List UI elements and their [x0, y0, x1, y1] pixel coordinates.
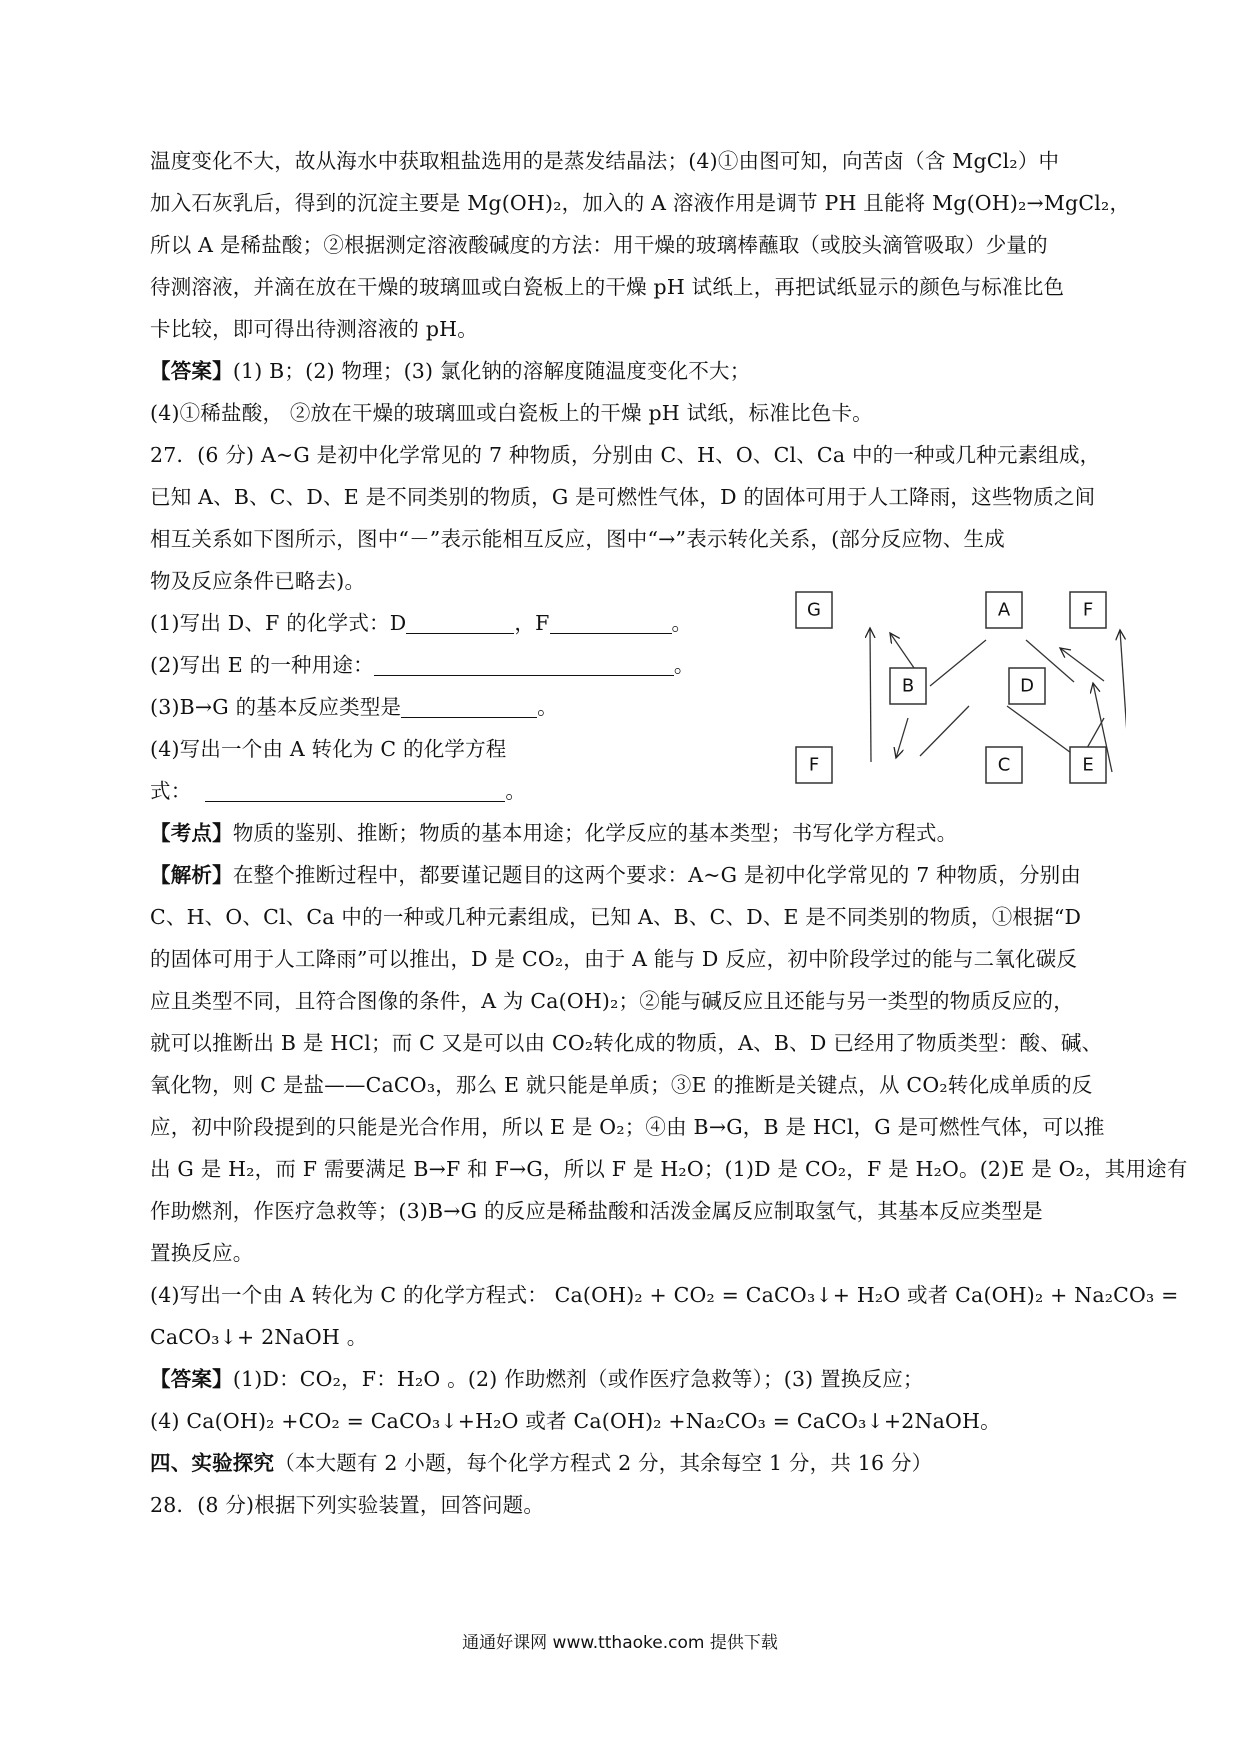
text-line: 待测溶液，并滴在放在干燥的玻璃皿或白瓷板上的干燥 pH 试纸上，再把试纸显示的颜色与标准比色 — [150, 275, 1065, 299]
text-line: 加入石灰乳后，得到的沉淀主要是 Mg(OH)₂，加入的 A 溶液作用是调节 PH 且能将 Mg(OH)₂→MgCl₂， — [150, 191, 1131, 215]
answer-26-line-2: (4)①稀盐酸， ②放在干燥的玻璃皿或白瓷板上的干燥 pH 试纸，标准比色卡。 — [150, 401, 873, 425]
text-line: 就可以推断出 B 是 HCl；而 C 又是可以由 CO₂转化成的物质，A、B、D 已经用了物质类型：酸、碱、 — [150, 1031, 1103, 1055]
text-line: C、H、O、Cl、Ca 中的一种或几种元素组成，已知 A、B、C、D、E 是不同类别的物质，①根据“D — [150, 905, 1082, 929]
question-28: 28．(8 分)根据下列实验装置，回答问题。 — [150, 1493, 545, 1517]
text-line: (4)写出一个由 A 转化为 C 的化学方程式： Ca(OH)₂ + CO₂ = CaCO₃↓+ H₂O 或者 Ca(OH)₂ + Na₂CO₃ = — [150, 1283, 1179, 1307]
text-line: 的固体可用于人工降雨”可以推出，D 是 CO₂，由于 A 能与 D 反应，初中阶段学过的能与二氧化碳反 — [150, 947, 1078, 971]
text-line: 作助燃剂，作医疗急救等；(3)B→G 的反应是稀盐酸和活泼金属反应制取氢气，其基本反应类型是 — [150, 1199, 1043, 1223]
answer-blank — [374, 653, 674, 676]
question-27-stem: 相互关系如下图所示，图中“－”表示能相互反应，图中“→”表示转化关系，(部分反应物、生成 — [150, 527, 1005, 551]
document-body — [150, 140, 1188, 1526]
question-27-part-3: (3)B→G 的基本反应类型是 。 — [150, 695, 558, 719]
diagram-svg — [776, 586, 1126, 798]
question-27-part-1: (1)写出 D、F 的化学式：D ，F 。 — [150, 611, 693, 635]
node-d: D — [1020, 675, 1034, 697]
answer-blank — [550, 611, 672, 634]
reaction-line — [920, 706, 969, 756]
question-27-stem: 27．(6 分) A~G 是初中化学常见的 7 种物质，分别由 C、H、O、Cl、Ca 中的一种或几种元素组成， — [150, 443, 1101, 467]
question-27-part-4: (4)写出一个由 A 转化为 C 的化学方程 — [150, 737, 507, 761]
conversion-arrow — [1120, 630, 1126, 764]
question-27-stem: 物及反应条件已略去)。 — [150, 569, 366, 593]
answer-26-line-1: 【答案】(1) B；(2) 物理；(3) 氯化钠的溶解度随温度变化不大； — [150, 359, 751, 383]
answer-label: 【答案】 — [150, 359, 233, 383]
node-f-top: F — [1082, 599, 1094, 621]
section-heading: 四、实验探究（本大题有 2 小题，每个化学方程式 2 分，其余每空 1 分，共 16 分） — [150, 1451, 933, 1475]
answer-blank — [406, 611, 514, 634]
text-line: 所以 A 是稀盐酸；②根据测定溶液酸碱度的方法：用干燥的玻璃棒蘸取（或胶头滴管吸取）少量的 — [150, 233, 1048, 257]
node-g: G — [807, 599, 821, 621]
node-b: B — [901, 675, 915, 697]
text-line: 卡比较，即可得出待测溶液的 pH。 — [150, 317, 478, 341]
text-line: 出 G 是 H₂，而 F 需要满足 B→F 和 F→G，所以 F 是 H₂O；(1)D 是 CO₂，F 是 H₂O。(2)E 是 O₂，其用途有 — [150, 1157, 1188, 1181]
node-e: E — [1082, 754, 1094, 776]
text-line: 置换反应。 — [150, 1241, 254, 1265]
page-footer: 通通好课网 www.tthaoke.com 提供下载 — [462, 1633, 778, 1653]
answer-27-line-2: (4) Ca(OH)₂ +CO₂ = CaCO₃↓+H₂O 或者 Ca(OH)₂ +Na₂CO₃ = CaCO₃↓+2NaOH。 — [150, 1409, 1001, 1433]
text-line: 应且类型不同，且符合图像的条件，A 为 Ca(OH)₂；②能与碱反应且还能与另一类型的物质反应的， — [150, 989, 1074, 1013]
answer-blank — [401, 695, 537, 718]
answer-blank — [205, 779, 505, 802]
question-27-stem: 已知 A、B、C、D、E 是不同类别的物质，G 是可燃性气体，D 的固体可用于人工降雨，这些物质之间 — [150, 485, 1096, 509]
answer-27-line-1: 【答案】(1)D：CO₂，F：H₂O 。(2) 作助燃剂（或作医疗急救等）；(3) 置换反应； — [150, 1367, 924, 1391]
relationship-diagram — [776, 586, 1126, 798]
text-line: 应，初中阶段提到的只能是光合作用，所以 E 是 O₂；④由 B→G，B 是 HCl，G 是可燃性气体，可以推 — [150, 1115, 1105, 1139]
node-a: A — [997, 599, 1011, 621]
text-line: CaCO₃↓+ 2NaOH 。 — [150, 1325, 368, 1349]
conversion-arrow — [870, 628, 871, 762]
node-f-bottom: F — [808, 754, 820, 776]
text-line: 温度变化不大，故从海水中获取粗盐选用的是蒸发结晶法；(4)①由图可知，向苦卤（含 MgCl₂）中 — [150, 149, 1060, 173]
jiexi-line: 【解析】在整个推断过程中，都要谨记题目的这两个要求：A~G 是初中化学常见的 7 种物质，分别由 — [150, 863, 1082, 887]
question-27-part-2: (2)写出 E 的一种用途： 。 — [150, 653, 695, 677]
kaodian-line: 【考点】物质的鉴别、推断；物质的基本用途；化学反应的基本类型；书写化学方程式。 — [150, 821, 958, 845]
node-c: C — [997, 754, 1011, 776]
text-line: 氧化物，则 C 是盐——CaCO₃，那么 E 就只能是单质；③E 的推断是关键点，从 CO₂转化成单质的反 — [150, 1073, 1093, 1097]
question-27-part-4-cont: 式： 。 — [150, 779, 527, 803]
reaction-line — [930, 640, 986, 686]
conversion-arrow — [896, 718, 908, 758]
